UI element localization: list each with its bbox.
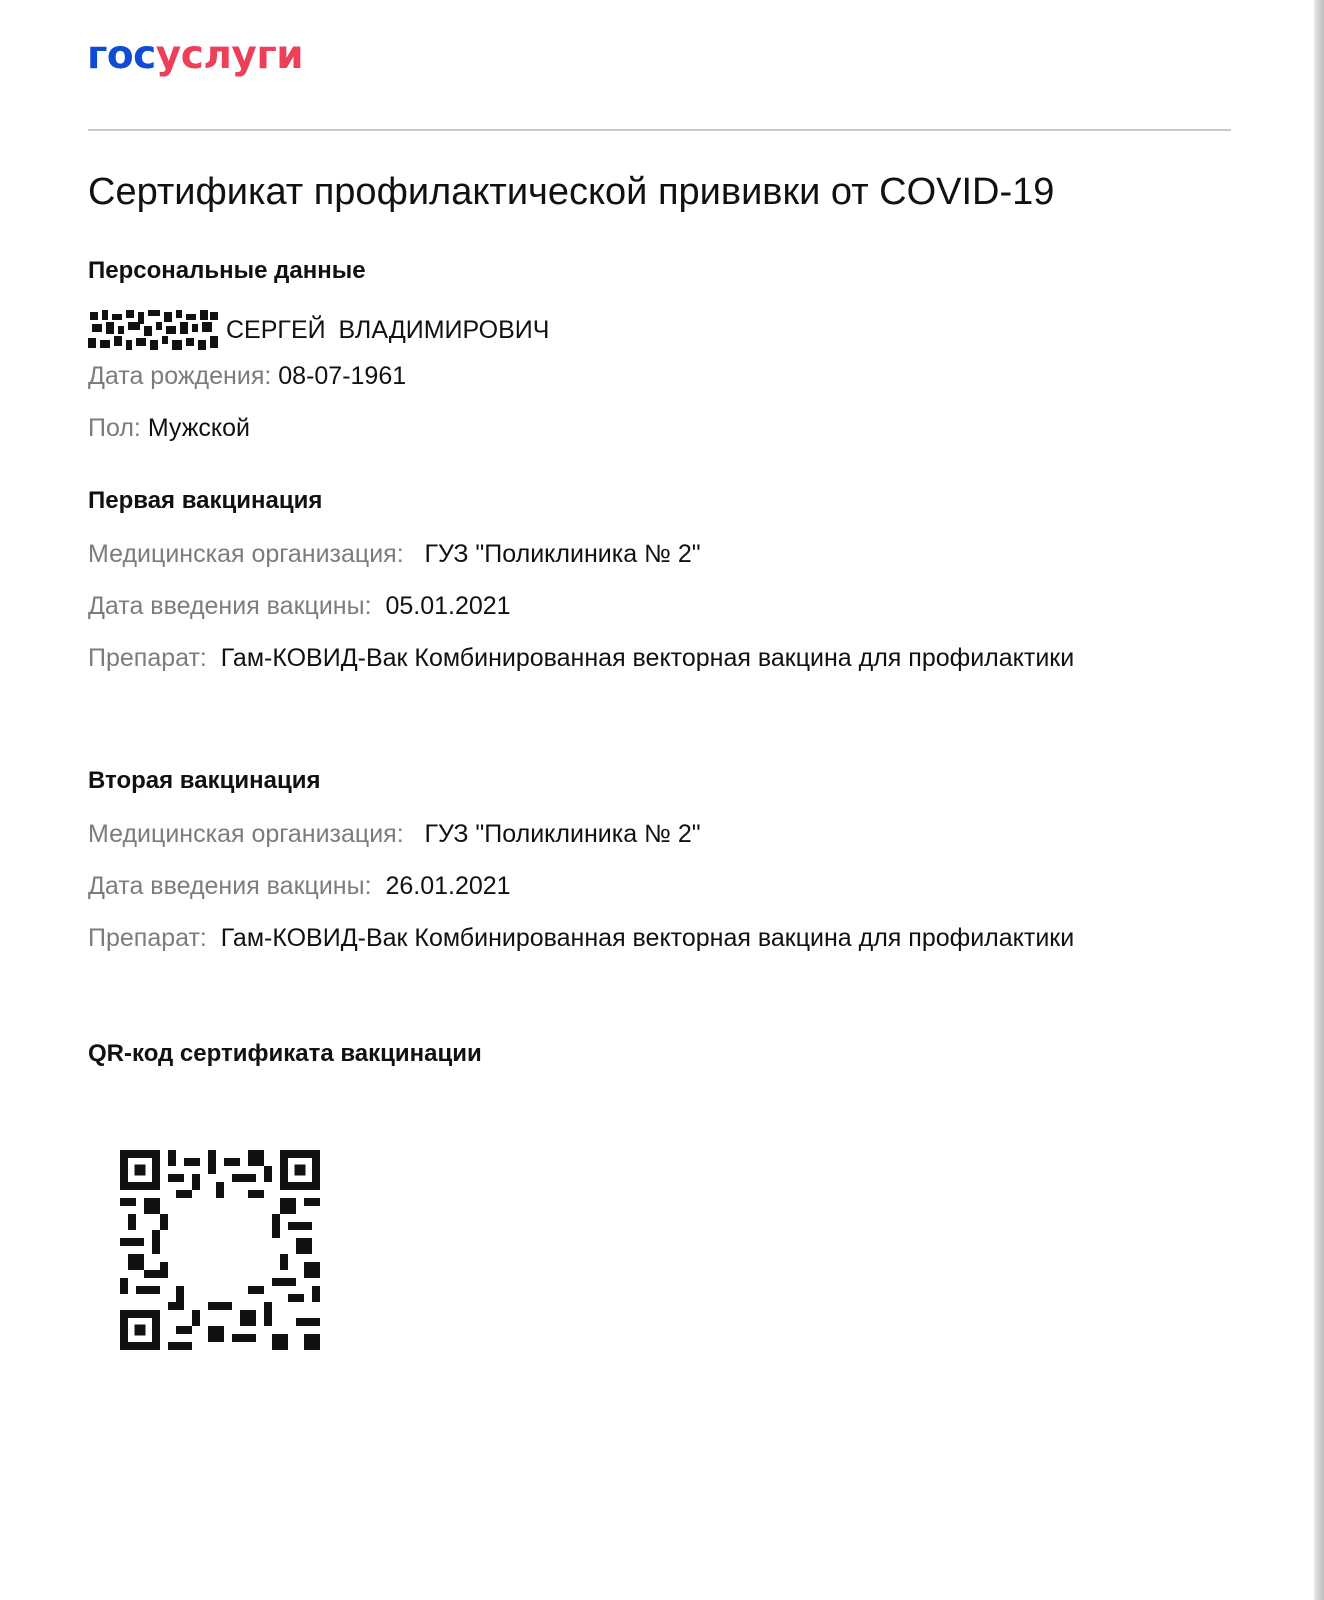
second-drug-label: Препарат: bbox=[88, 924, 207, 952]
first-date-label: Дата введения вакцины: bbox=[88, 592, 372, 620]
qr-heading: QR-код сертификата вакцинации bbox=[88, 1040, 482, 1067]
person-name-text: СЕРГЕЙ ВЛАДИМИРОВИЧ bbox=[226, 315, 550, 344]
sex-row bbox=[88, 415, 250, 443]
logo-part-gos: гос bbox=[87, 33, 156, 78]
person-name bbox=[88, 308, 549, 352]
first-org-label: Медицинская организация: bbox=[88, 540, 404, 568]
first-date-value: 05.01.2021 bbox=[385, 592, 511, 620]
birth-date-row bbox=[88, 363, 406, 391]
second-org-value: ГУЗ "Поликлиника № 2" bbox=[424, 820, 701, 848]
second-org-label: Медицинская организация: bbox=[88, 820, 404, 848]
first-vaccination-heading: Первая вакцинация bbox=[88, 487, 323, 514]
second-date-label: Дата введения вакцины: bbox=[88, 872, 372, 900]
personal-data-heading: Персональные данные bbox=[88, 257, 366, 284]
page-edge-shadow bbox=[1314, 0, 1324, 1600]
second-date-row bbox=[88, 873, 511, 901]
first-org-row bbox=[88, 541, 701, 569]
redacted-surname bbox=[88, 308, 220, 352]
sex-value: Мужской bbox=[147, 414, 251, 442]
second-vaccination-heading: Вторая вакцинация bbox=[88, 767, 321, 794]
logo-part-uslugi: услуги bbox=[155, 33, 304, 78]
gosuslugi-logo[interactable] bbox=[87, 33, 304, 78]
sex-label: Пол: bbox=[88, 414, 141, 442]
birth-date-value: 08-07-1961 bbox=[278, 362, 407, 390]
first-drug-value: Гам-КОВИД-Вак Комбинированная векторная вакцина для профилактики bbox=[220, 644, 1075, 672]
second-drug-value: Гам-КОВИД-Вак Комбинированная векторная вакцина для профилактики bbox=[220, 924, 1075, 952]
header-divider bbox=[88, 129, 1231, 131]
first-drug-row bbox=[88, 645, 1074, 673]
qr-code-icon bbox=[120, 1150, 320, 1350]
first-drug-label: Препарат: bbox=[88, 644, 207, 672]
second-drug-row bbox=[88, 925, 1074, 953]
second-org-row bbox=[88, 821, 701, 849]
first-date-row bbox=[88, 593, 511, 621]
first-org-value: ГУЗ "Поликлиника № 2" bbox=[424, 540, 701, 568]
birth-date-label: Дата рождения: bbox=[88, 362, 272, 390]
page-title: Сертификат профилактической прививки от COVID-19 bbox=[88, 171, 1055, 213]
second-date-value: 26.01.2021 bbox=[385, 872, 511, 900]
